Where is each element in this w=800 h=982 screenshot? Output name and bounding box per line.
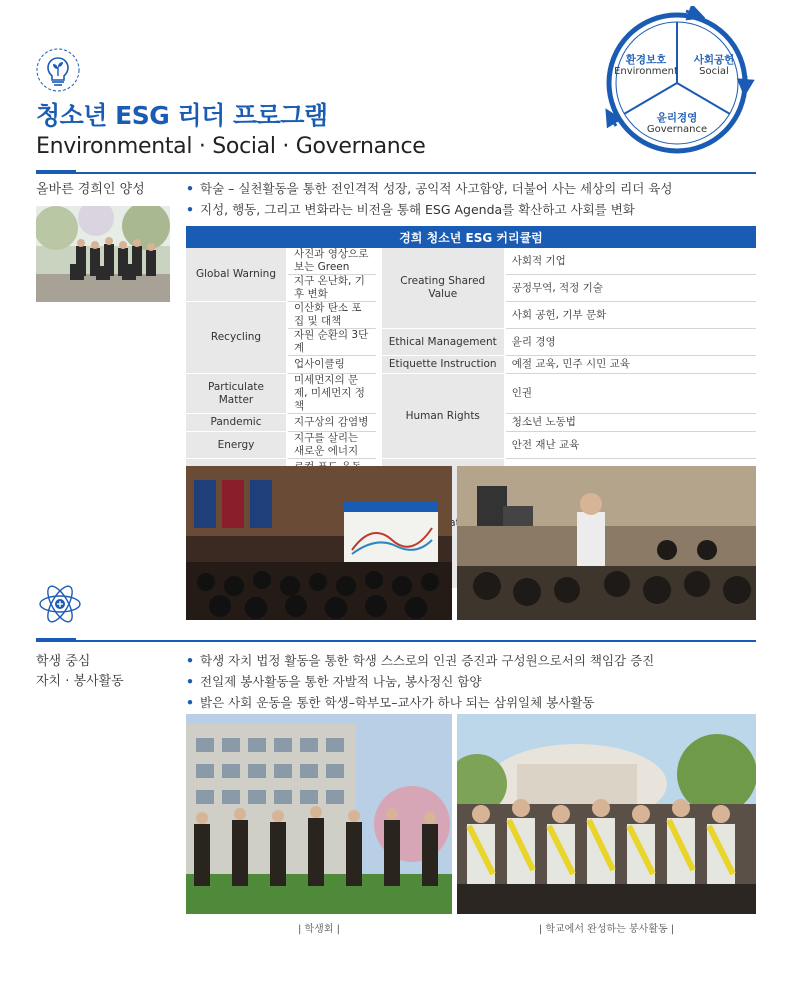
curriculum-category: Pandemic xyxy=(186,414,287,432)
page-title: 청소년 ESG 리더 프로그램 xyxy=(36,101,328,130)
table-row xyxy=(186,248,756,275)
curriculum-category: Ethical Management xyxy=(382,329,505,356)
volunteer-activity-photo xyxy=(457,714,756,914)
curriculum-item: 사회 공헌, 기부 문화 xyxy=(505,302,756,329)
curriculum-category: Etiquette Instruction xyxy=(382,356,505,374)
cycle-governance: 윤리경영 Governance xyxy=(646,112,708,135)
lecture-hall-photo xyxy=(186,466,452,620)
bullet-item: • 학술 – 실천활동을 통한 전인격적 성장, 공익적 사고함양, 더불어 사는 세상의 리더 육성 xyxy=(186,178,672,199)
caption-volunteer: | 학교에서 완성하는 봉사활동 | xyxy=(538,924,675,935)
section2-bullets xyxy=(186,650,654,713)
curriculum-item: 업사이클링 xyxy=(287,356,376,374)
caption-student-council: | 학생회 | xyxy=(297,924,341,935)
bullet-item: • 지성, 행동, 그리고 변화라는 비전을 통해 ESG Agenda를 확산하고 사회를 변화 xyxy=(186,199,672,220)
page-subtitle: Environmental · Social · Governance xyxy=(36,134,426,159)
curriculum-item: 자원 순환의 3단계 xyxy=(287,329,376,356)
table-row xyxy=(186,374,756,414)
bullet-item: • 밝은 사회 운동을 통한 학생–학부모–교사가 하나 되는 삼위일체 봉사활동 xyxy=(186,692,654,713)
curriculum-item: 이산화 탄소 포집 및 대책 xyxy=(287,302,376,329)
atom-icon xyxy=(36,580,84,628)
curriculum-category: Recycling xyxy=(186,302,287,374)
student-council-photo xyxy=(186,714,452,914)
curriculum-item: 미세먼지의 문제, 미세먼지 정책 xyxy=(287,374,376,414)
bullet-item: • 전일제 봉사활동을 통한 자발적 나눔, 봉사정신 함양 xyxy=(186,671,654,692)
curriculum-item: 사회적 기업 xyxy=(505,248,756,275)
curriculum-category: Human Rights xyxy=(382,374,505,459)
cycle-environment: 환경보호 Environment xyxy=(614,54,678,77)
curriculum-item: 윤리 경영 xyxy=(505,329,756,356)
curriculum-item: 공정무역, 적정 기술 xyxy=(505,275,756,302)
cycle-social: 사회공헌 Social xyxy=(693,54,735,77)
curriculum-item: 청소년 노동법 xyxy=(505,414,756,432)
students-group-photo xyxy=(36,206,170,302)
curriculum-category: Particulate Matter xyxy=(186,374,287,414)
curriculum-item: 지구상의 감염병 xyxy=(287,414,376,432)
table-title: 경희 청소년 ESG 커리큘럼 xyxy=(186,226,756,248)
curriculum-category: Global Warning xyxy=(186,248,287,302)
esg-cycle-diagram xyxy=(596,6,758,160)
curriculum-category: Creating Shared Value xyxy=(382,248,505,329)
section2-divider xyxy=(36,640,756,642)
curriculum-category: Energy xyxy=(186,432,287,459)
curriculum-item: 지구를 살리는 새로운 에너지 xyxy=(287,432,376,459)
curriculum-item: 인권 xyxy=(505,374,756,414)
curriculum-item: 지구 온난화, 기후 변화 xyxy=(287,275,376,302)
curriculum-item: 안전 재난 교육 xyxy=(505,432,756,459)
section1-bullets xyxy=(186,178,672,220)
student-speaking-photo xyxy=(457,466,756,620)
bullet-item: • 학생 자치 법정 활동을 통한 학생 스스로의 인권 증진과 구성원으로서의 책임감 증진 xyxy=(186,650,654,671)
section2-label: 학생 중심 자치 · 봉사활동 xyxy=(36,654,124,689)
section1-label: 올바른 경희인 양성 xyxy=(36,182,145,197)
curriculum-item: 사진과 영상으로 보는 Green xyxy=(287,248,376,275)
curriculum-item: 예절 교육, 민주 시민 교육 xyxy=(505,356,756,374)
section1-divider xyxy=(36,172,756,174)
lightbulb-leaf-icon xyxy=(36,48,80,92)
